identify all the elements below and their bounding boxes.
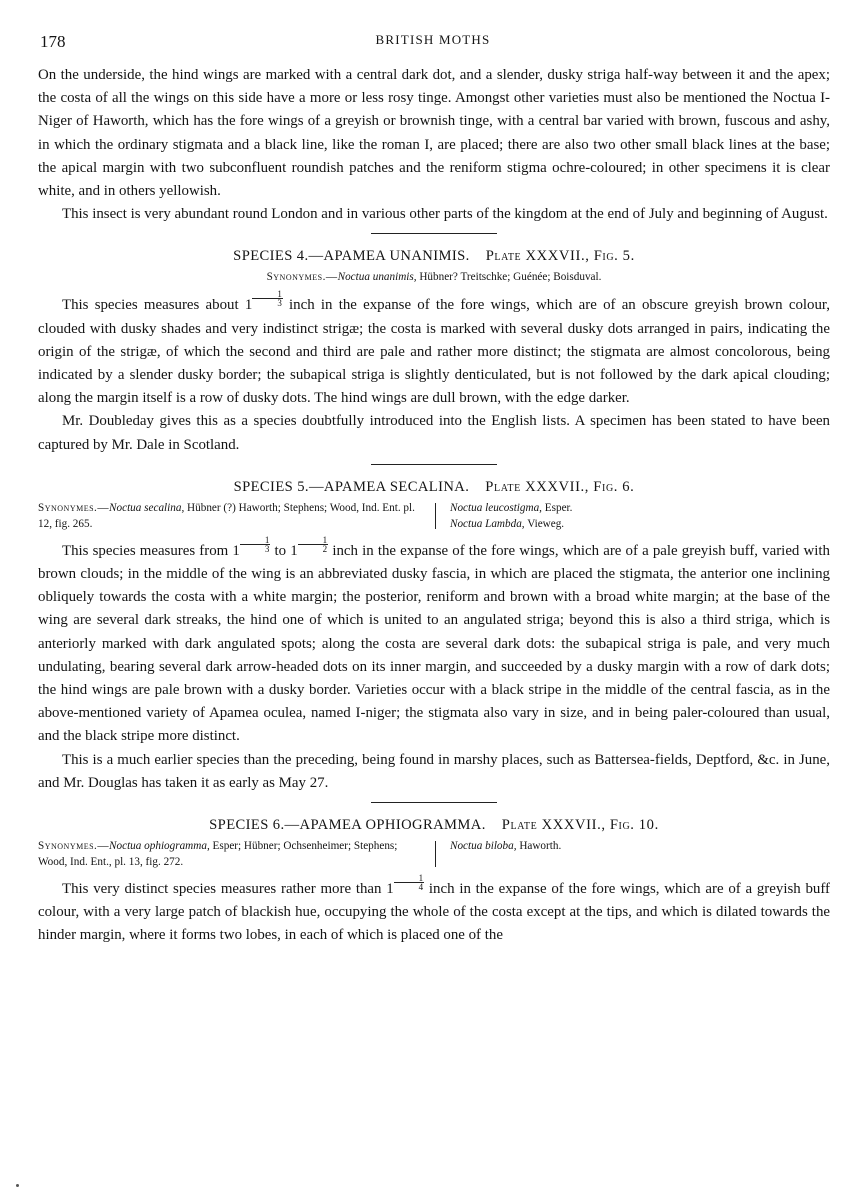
species-4-plate: Plate XXXVII., Fig. 5. [485,248,635,265]
species-5-synonyms [38,500,830,532]
species-5-paragraph-1: This species measures from 1 $\frac{1}{3}$ to 1 $\frac{1}{2}$ inch in the expanse of the fore wings, which are of a pale greyish buff, varied with brown clouds; in the middle of the wing is an abbreviated dusky fascia, in which are placed the stigmata, the anterior one inclining obliquely towards the costa with a white margin; the posterior, reniform and brown with a broad white margin; at the base of the wing are several dark streaks, the hind one of which is united to an angulated striga; beyond this is also a third striga, which is anteriorly marked with dark angulated spots; along the costa are several dark dots: the subapical striga is pale, and very much undulating, bearing several dark arrow-headed dots on its inner margin, and succeeded by a dusky margin with a row of dark dots; the hind wings are pale brown with a dusky border. Varieties occur with a black stripe in the middle of the central fascia, as in the above-mentioned variety of Apamea oculea, named I-niger; the stigmata also vary in size, and in being paler-coloured than usual, and the black stripe more distinct. [38,534,830,745]
synonym-authors: Esper; Hübner; Ochsenheimer; Stephens; Wood, Ind. Ent., pl. 13, fig. 272. [38,840,398,869]
fraction: $\frac{1}{2}$ [298,536,329,553]
print-speck [16,1184,19,1187]
section-divider [371,802,497,803]
synonym-authors: Hübner (?) Haworth; Stephens; Wood, Ind. Ent. pl. 12, fig. 265. [38,501,415,530]
synonym-authors: Vieweg. [524,517,565,530]
synonym-name: Noctua Lambda, [450,517,525,530]
intro-paragraph-2: This insect is very abundant round London and in various other parts of the kingdom at the end of July and beginning of August. [62,206,828,223]
fraction: $\frac{1}{3}$ [252,290,283,307]
species-4-synonyms [38,269,830,286]
section-divider [371,464,497,465]
synonyms-label: Synonymes.— [38,501,110,514]
synonym-name: Noctua secalina, [109,501,185,514]
synonyms-label: Synonymes.— [38,840,110,853]
synonyms-left-column [38,500,435,532]
page-number: 178 [40,32,66,51]
species-4-paragraph-2: Mr. Doubleday gives this as a species doubtfully introduced into the English lists. A specimen has been stated to have been captured by Mr. Dale in Scotland. [38,413,830,453]
page-body [38,64,830,948]
running-title: BRITISH MOTHS [375,32,491,47]
synonyms-label: Synonymes.— [266,271,338,284]
species-5-title: SPECIES 5.—APAMEA SECALINA. [233,478,470,495]
synonyms-left-column [38,838,435,870]
section-divider [371,233,497,234]
species-6-synonyms [38,838,830,870]
intro-paragraph-1: On the underside, the hind wings are marked with a central dark dot, and a slender, dusky striga half-way between it and the apex; the costa of all the wings on this side have a more or less rosy tinge. Amongst other varieties must also be mentioned the Noctua I-Niger of Haworth, which has the fore wings of a greyish or brownish tinge, with a central bar varied with brown, fuscous and ashy, in which the ordinary stigmata and a black line, like the roman I, are placed; there are also two other small black lines at the base; the apical margin with two subconfluent roundish patches and the reniform stigma ochre-coloured; in other specimens it is clear white, and in others yellowish. [38,67,830,200]
synonym-authors: Hübner? Treitschke; Guénée; Boisduval. [416,271,602,284]
fraction: $\frac{1}{4}$ [394,874,425,891]
synonym-name: Noctua unanimis, [337,271,417,284]
species-6-title: SPECIES 6.—APAMEA OPHIOGRAMMA. [209,817,486,834]
synonyms-right-column [436,838,561,870]
synonym-authors: Esper. [541,501,573,514]
species-4-paragraph-1: This species measures about 1 $\frac{1}{3}$ inch in the expanse of the fore wings, which are of an obscure greyish brown colour, clouded with dusky shades and very indistinct strigæ; the costa is marked with several dusky dots arranged in pairs, indicating the origin of the strigæ, of which the second and third are pale and rather more distinct; the stigmata are almost concolorous, being indicated by a slender dusky border; the subapical striga is slightly denticulated, but is not followed by the dark apical clouding; along the margin itself is a row of dusky dots. The hind wings are dull brown, with the edge darker. [38,289,831,407]
synonym-name: Noctua ophiogramma, [109,840,210,853]
synonyms-right-column [436,500,572,532]
species-5-paragraph-2: This is a much earlier species than the preceding, being found in marshy places, such as Battersea-fields, Deptford, &c. in June, and Mr. Douglas has taken it as early as May 27. [38,751,830,791]
species-4-heading [38,246,830,267]
synonym-authors: Haworth. [516,840,562,853]
synonym-name: Noctua biloba, [450,840,517,853]
species-4-title: SPECIES 4.—APAMEA UNANIMIS. [233,248,470,265]
species-5-heading [38,477,830,498]
species-6-paragraph-1: This very distinct species measures rather more than 1 $\frac{1}{4}$ inch in the expanse of the fore wings, which are of a greyish buff colour, with a very large patch of blackish hue, occupying the whole of the costa except at the tips, and which is dilated towards the hinder margin, where it forms two lobes, in each of which is placed one of the [38,873,830,944]
species-5-plate: Plate XXXVII., Fig. 6. [485,478,635,495]
fraction: $\frac{1}{3}$ [240,536,271,553]
species-6-heading [38,815,830,836]
synonym-name: Noctua leucostigma, [450,501,542,514]
species-6-plate: Plate XXXVII., Fig. 10. [501,817,659,834]
page-header [38,30,828,54]
